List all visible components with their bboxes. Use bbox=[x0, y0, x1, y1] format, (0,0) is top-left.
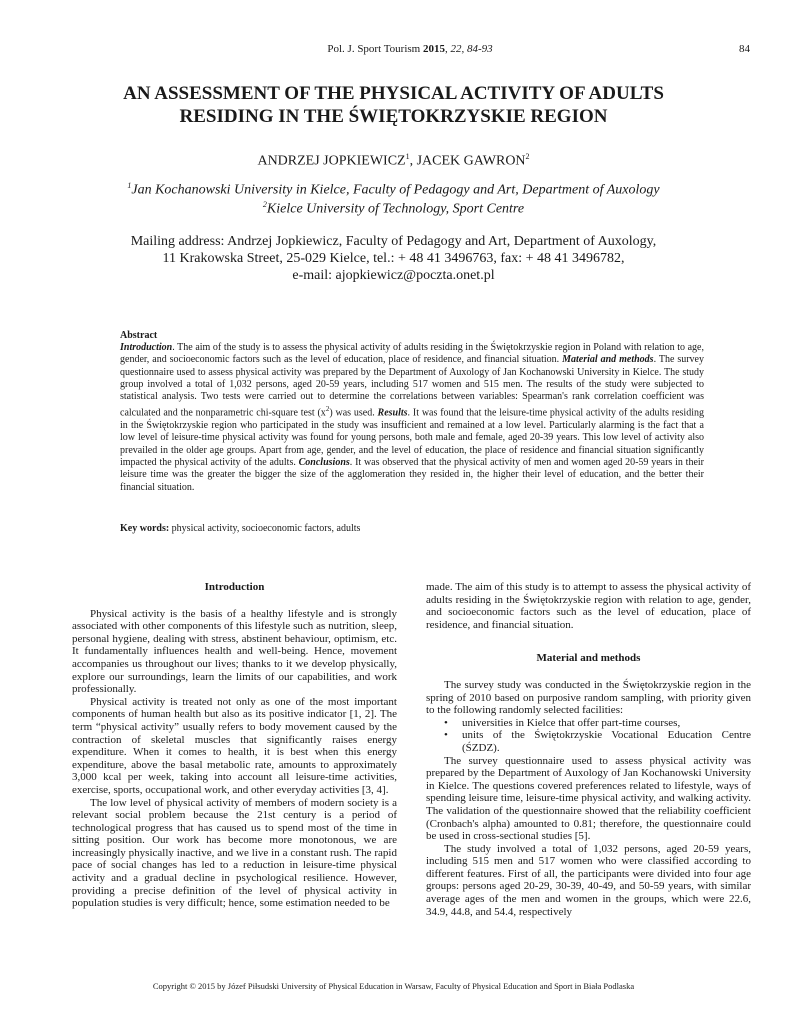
introduction-paragraph-3: The low level of physical activity of members of modern society is a relevant social problem because the 21st century is a period of technological progress that has caused us to spend most of the time in sitting position. Our work has become more monotonous, we are increasingly physically inactive, and we live in a constant rush. The rapid pace of social changes has led to a reduction in leisure-time physical activity and a gradual decline in psychological resilience. However, providing a precise definition of the level of physical activity in population studies is very difficult; hence, some estimation needed to be bbox=[72, 796, 397, 910]
abstract-heading: Abstract bbox=[120, 330, 158, 341]
left-column bbox=[72, 581, 397, 910]
keywords-label: Key words: bbox=[120, 523, 170, 534]
affiliation-2-sup: 2 bbox=[262, 200, 267, 209]
mailing-address-email: e-mail: ajopkiewicz@poczta.onet.pl bbox=[292, 268, 495, 283]
journal-volume-pages: 22, 84-93 bbox=[450, 43, 493, 55]
introduction-heading: Introduction bbox=[204, 581, 265, 593]
abstract-methods-end: ) was used. bbox=[329, 407, 378, 419]
paper-title bbox=[60, 82, 727, 128]
author-1-sup: 1 bbox=[405, 152, 410, 161]
author-2-sup: 2 bbox=[525, 152, 530, 161]
journal-year: 2015 bbox=[422, 43, 445, 55]
abstract-body bbox=[120, 342, 704, 494]
affiliation-2-text: Kielce University of Technology, Sport Centre bbox=[266, 201, 525, 217]
introduction-paragraph-1: Physical activity is the basis of a healthy lifestyle and is strongly associated with other components of this lifestyle such as nutrition, sleep, personal hygiene, dealing with stress, abstinent behaviour, optimism, etc. It fundamentally influences health and well-being. Hence, movement accompanies us throughout our lives; thanks to it we develop physically, explore our surroundings, learn the limits of our capabilities, and work professionally. bbox=[72, 607, 397, 696]
mailing-address-line-2: 11 Krakowska Street, 25-029 Kielce, tel.: + 48 41 3496763, fax: + 48 41 3496782, bbox=[162, 251, 625, 266]
affiliation-1-sup: 1 bbox=[127, 181, 132, 190]
journal-name: Pol. J. Sport Tourism bbox=[327, 43, 421, 55]
methods-paragraph-3: The study involved a total of 1,032 persons, aged 20-59 years, including 515 men and 517 women who were classified according to different features. First of all, the participants were divided into four age groups: persons aged 20-29, 30-39, 40-49, and 50-59 years, with similar average ages of the men and women in the groups, which were 22.6, 34.9, 44.8, and 54.4, respectively bbox=[426, 842, 751, 918]
authors: ANDRZEJ JOPKIEWICZ$^1$, JACEK GAWRON$^2$ bbox=[257, 152, 530, 169]
author-2: JACEK GAWRON bbox=[416, 153, 526, 169]
affiliation-1-text: Jan Kochanowski University in Kielce, Faculty of Pedagogy and Art, Department of Auxology bbox=[131, 182, 660, 198]
introduction-paragraph-2: Physical activity is treated not only as one of the most important components of human health but also as its positive indicator [1, 2]. The term “physical activity” usually refers to body movement caused by the contraction of skeletal muscles that significantly raises energy expenditure. When it comes to health, it is best when this energy expenditure, above the basal metabolic rate, amounts to approximately 3,000 kcal per week, taking into account all leisure-time activities, exercise, sports, occupational work, and other everyday activities [3, 4]. bbox=[72, 695, 397, 796]
list-item: • universities in Kielce that offer part-time courses, bbox=[462, 717, 751, 730]
abstract-results-label: Results bbox=[377, 407, 408, 419]
list-item: • units of the Świętokrzyskie Vocational Education Centre (ŚZDZ). bbox=[462, 729, 751, 754]
abstract-methods-text: . The survey questionnaire used to assess physical activity was prepared by the Department of Auxology of Jan Kochanowski University in Kielce. The study group involved a total of 1,032 persons, aged 20-59 years, including 517 women and 515 men. The results of the study were subjected to statistical analysis. Two tests were carried out to determine the correlations between variables: Spearman's rank correlation coefficient was calculated and the nonparametric chi-square test (x bbox=[120, 354, 704, 419]
paper-title-line-1: AN ASSESSMENT OF THE PHYSICAL ACTIVITY OF ADULTS bbox=[123, 83, 664, 104]
paper-title-line-2: RESIDING IN THE ŚWIĘTOKRZYSKIE REGION bbox=[179, 106, 608, 127]
introduction-paragraph-3-continued: made. The aim of this study is to attempt to assess the physical activity of adults residing in the Świętokrzyskie region with relation to age, gender, and socioeconomic factors such as the level of education, place of residence, and financial situation. bbox=[426, 581, 751, 631]
methods-facilities-list bbox=[426, 717, 751, 755]
abstract-methods-label: Material and methods bbox=[562, 354, 654, 366]
methods-paragraph-1: The survey study was conducted in the Świętokrzyskie region in the spring of 2010 based on purposive random sampling, with priority given to the following randomly selected facilities: bbox=[426, 678, 751, 717]
abstract-conclusions-label: Conclusions bbox=[298, 457, 350, 468]
mailing-address-line-1: Mailing address: Andrzej Jopkiewicz, Faculty of Pedagogy and Art, Department of Auxology, bbox=[130, 234, 657, 249]
page-number: 84 bbox=[739, 43, 750, 55]
abstract-results-text: . It was found that the leisure-time physical activity of the adults residing in the Świętokrzyskie region who participated in the study was insufficient and remained at a low level. Particularly alarming is the fact that a low level of leisure-time physical activity was found for young persons, both male and female, aged 20-39 years. This low level of activity also prevailed in the older age groups. Apart from age, gender, and the level of education, the place of residence and financial situation significantly impacted the physical activity of the adults. bbox=[120, 407, 704, 468]
copyright-footer: Copyright © 2015 by Józef Piłsudski University of Physical Education in Warsaw, Faculty of Physical Education and Sport in Biała Podlaska bbox=[152, 981, 635, 991]
keywords-text: physical activity, socioeconomic factors, adults bbox=[169, 523, 361, 534]
keywords bbox=[120, 523, 704, 534]
methods-paragraph-2: The survey questionnaire used to assess physical activity was prepared by the Department of Auxology of Jan Kochanowski University in Kielce. The questions covered preferences related to lifestyle, ways of spending leisure time, leisure-time physical activity, and walking activity. The validation of the questionnaire showed that the reliability coefficient (Cronbach's alpha) amounted to 0.81; therefore, the questionnaire could be used in cross-sectional studies [5]. bbox=[426, 754, 751, 843]
affiliation-1 bbox=[60, 181, 727, 199]
affiliation-2 bbox=[60, 200, 727, 218]
methods-heading: Material and methods bbox=[536, 652, 641, 665]
abstract-conclusions-text: . It was observed that the physical activity of men and women aged 20-59 years in their leisure time was the greater the bigger the size of the agglomeration they resided in, the higher their level of education, and the better their financial situation. bbox=[120, 457, 704, 493]
author-1: ANDRZEJ JOPKIEWICZ bbox=[257, 153, 406, 169]
abstract-intro-label: Introduction bbox=[120, 342, 173, 353]
abstract-methods-sup: 2 bbox=[325, 405, 330, 414]
journal-header: Pol. J. Sport Tourism 2015, 22, 84-93 bbox=[327, 43, 493, 55]
right-column bbox=[426, 581, 751, 918]
abstract-intro-text: . The aim of the study is to assess the physical activity of adults residing in the Świętokrzyskie region in Poland with relation to age, gender, and socioeconomic factors such as the level of education, place of residence, and financial situation. bbox=[120, 342, 704, 366]
